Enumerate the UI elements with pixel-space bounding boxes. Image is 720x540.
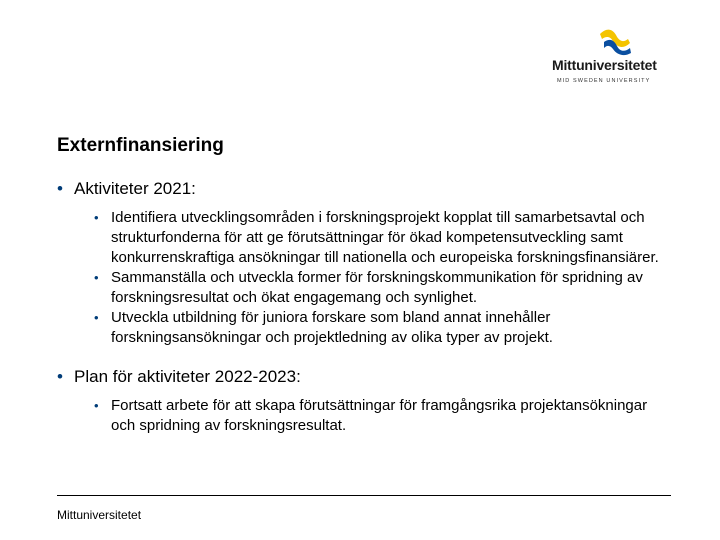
section-activities-2021 [57, 178, 667, 348]
list-item-text: Utveckla utbildning för juniora forskare som bland annat innehåller forskningsansökningar och projektledning av olika typer av projekt. [111, 309, 553, 346]
logo-subtitle: MID SWEDEN UNIVERSITY [557, 78, 651, 84]
list-item [94, 396, 667, 436]
list-item [94, 208, 667, 268]
university-logo-mark-icon [598, 26, 632, 56]
bullet-icon: • [94, 270, 99, 285]
slide-content [57, 178, 667, 436]
list-item [94, 308, 667, 348]
bullet-icon: • [94, 210, 99, 225]
list-item-text: Fortsatt arbete för att skapa förutsättningar för framgångsrika projektansökningar och spridning av forskningsresultat. [111, 397, 648, 434]
list-item-text: Identifiera utvecklingsområden i forskningsprojekt kopplat till samarbetsavtal och strukturfonderna för att ge förutsättningar för ökad kompetensutveckling samt konkurrenskraftiga ansökningar till nationella och europeiska forskningsfinansiärer. [111, 209, 659, 266]
bullet-icon: • [94, 310, 99, 325]
bullet-list [57, 208, 667, 348]
list-item [94, 268, 667, 308]
footer-label: Mittuniversitetet [57, 508, 142, 522]
footer-divider [57, 495, 671, 496]
section-heading-text: Plan för aktiviteter 2022-2023: [74, 367, 301, 386]
university-logo [552, 26, 684, 92]
slide-title: Externfinansiering [57, 135, 224, 156]
section-heading [57, 366, 667, 388]
list-item-text: Sammanställa och utveckla former för forskningskommunikation för spridning av forskningsresultat och ökat engagemang och synlighet. [111, 269, 643, 306]
section-heading-text: Aktiviteter 2021: [74, 179, 196, 198]
section-plan-2022-2023 [57, 366, 667, 436]
bullet-icon: • [57, 367, 63, 386]
bullet-icon: • [94, 398, 99, 413]
bullet-icon: • [57, 179, 63, 198]
bullet-list [57, 396, 667, 436]
section-heading [57, 178, 667, 200]
logo-name: Mittuniversitetet [552, 57, 657, 73]
